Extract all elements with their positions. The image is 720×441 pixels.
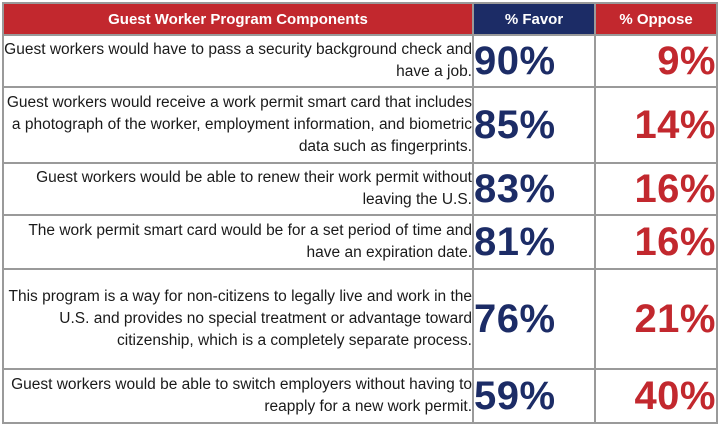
table-row <box>3 215 717 269</box>
favor-value: 59% <box>473 369 595 423</box>
component-cell: Guest workers would receive a work permit smart card that includes a photograph of the worker, employment information, and biometric data such as fingerprints. <box>3 87 473 163</box>
table-row <box>3 269 717 369</box>
favor-value: 76% <box>473 269 595 369</box>
table-row <box>3 35 717 87</box>
oppose-value: 16% <box>595 163 717 215</box>
oppose-value: 40% <box>595 369 717 423</box>
table-row <box>3 163 717 215</box>
poll-table <box>2 2 718 424</box>
header-favor: % Favor <box>473 3 595 35</box>
table-row <box>3 87 717 163</box>
favor-value: 81% <box>473 215 595 269</box>
table-row <box>3 369 717 423</box>
header-row <box>3 3 717 35</box>
favor-value: 90% <box>473 35 595 87</box>
component-cell: The work permit smart card would be for a set period of time and have an expiration date. <box>3 215 473 269</box>
oppose-value: 21% <box>595 269 717 369</box>
favor-value: 85% <box>473 87 595 163</box>
header-oppose: % Oppose <box>595 3 717 35</box>
component-cell: Guest workers would be able to switch employers without having to reapply for a new work permit. <box>3 369 473 423</box>
component-cell: This program is a way for non-citizens to legally live and work in the U.S. and provides no special treatment or advantage toward citizenship, which is a completely separate process. <box>3 269 473 369</box>
header-components: Guest Worker Program Components <box>3 3 473 35</box>
favor-value: 83% <box>473 163 595 215</box>
oppose-value: 16% <box>595 215 717 269</box>
oppose-value: 9% <box>595 35 717 87</box>
component-cell: Guest workers would be able to renew their work permit without leaving the U.S. <box>3 163 473 215</box>
component-cell: Guest workers would have to pass a security background check and have a job. <box>3 35 473 87</box>
oppose-value: 14% <box>595 87 717 163</box>
